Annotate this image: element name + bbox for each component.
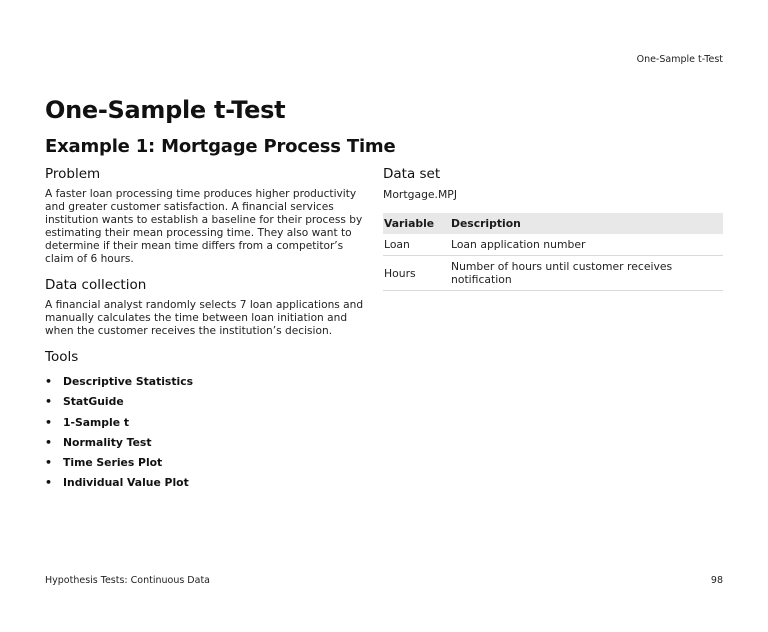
table-cell: Loan	[383, 234, 450, 256]
data-collection-text: A financial analyst randomly selects 7 loan applications and manually calculates the time between loan initiation and when the customer receives the institution’s decision.	[45, 299, 364, 337]
tools-heading: Tools	[45, 349, 79, 365]
list-item	[45, 413, 370, 433]
page-title: One-Sample t-Test	[45, 96, 286, 124]
tool-label: Descriptive Statistics	[63, 375, 194, 388]
list-item	[45, 372, 370, 392]
table-row	[383, 256, 723, 291]
footer-section-title: Hypothesis Tests: Continuous Data	[45, 575, 210, 586]
variables-table	[383, 213, 723, 291]
bullet-icon: •	[45, 476, 53, 490]
tool-label: StatGuide	[63, 395, 124, 409]
bullet-icon: •	[45, 375, 53, 388]
table-cell: Hours	[383, 256, 450, 291]
table-cell: Number of hours until customer receives notification	[450, 256, 723, 291]
column-header-variable: Variable	[383, 213, 450, 234]
tool-label: Normality Test	[63, 435, 152, 449]
tool-label: 1-Sample t	[63, 415, 129, 429]
data-set-heading: Data set	[383, 166, 441, 182]
table-cell: Loan application number	[450, 234, 723, 256]
page-number: 98	[710, 575, 723, 586]
right-column	[383, 166, 723, 291]
problem-text: A faster loan processing time produces higher productivity and greater customer satisfaction. A financial services institution wants to establish a baseline for their process by estimating their mean processing time. They also want to determine if their mean time differs from a competitor’s claim of 6 hours.	[45, 188, 363, 265]
tool-label: Time Series Plot	[63, 456, 163, 470]
list-item	[45, 453, 370, 473]
table-header-row	[383, 213, 723, 234]
tools-list	[45, 372, 370, 494]
dataset-filename: Mortgage.MPJ	[383, 188, 458, 201]
bullet-icon: •	[45, 395, 53, 409]
example-title: Example 1: Mortgage Process Time	[45, 136, 396, 157]
tool-label: Individual Value Plot	[63, 476, 189, 490]
left-column	[45, 166, 370, 494]
list-item	[45, 473, 370, 493]
list-item	[45, 433, 370, 453]
table-row	[383, 234, 723, 256]
list-item	[45, 392, 370, 412]
running-header: One-Sample t-Test	[636, 54, 723, 65]
bullet-icon: •	[45, 415, 53, 429]
bullet-icon: •	[45, 435, 53, 449]
data-collection-heading: Data collection	[45, 277, 147, 293]
problem-heading: Problem	[45, 166, 101, 182]
bullet-icon: •	[45, 456, 53, 470]
column-header-description: Description	[450, 213, 723, 234]
